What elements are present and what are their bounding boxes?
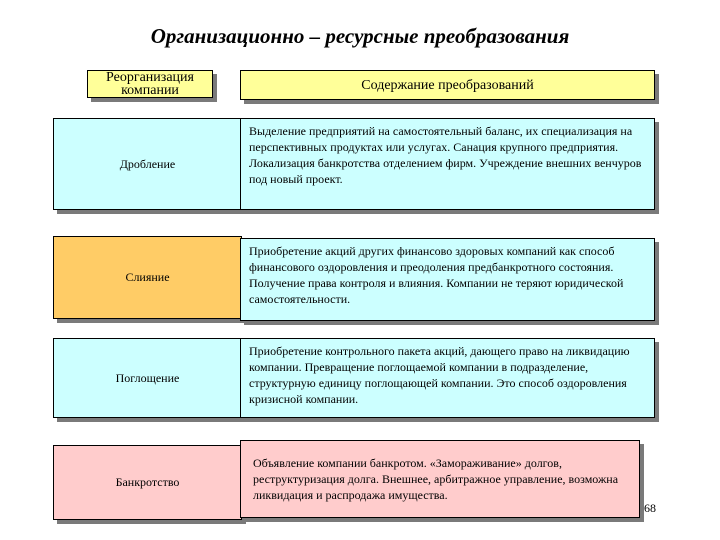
row-label-text: Дробление: [119, 156, 176, 171]
row-label-acquisition: [53, 338, 242, 418]
row-content-text: Приобретение контрольного пакета акций, дающего право на ликвидацию компании. Превращение поглощаемой компании в подразделение, структурную единицу поглощающей компании. Это способ оздоровления кризисной компании.: [249, 344, 630, 406]
row-label-fragmentation: [53, 118, 242, 210]
row-content-acquisition: [240, 338, 655, 418]
row-content-merger: [240, 238, 655, 321]
header-reorganization: [87, 70, 213, 98]
row-content-text: Объявление компании банкротом. «Замораживание» долгов, реструктуризация долга. Внешнее, арбитражное управление, возможна ликвидация и распродажа имущества.: [253, 456, 619, 502]
row-label-text: Поглощение: [115, 370, 180, 385]
row-content-text: Выделение предприятий на самостоятельный баланс, их специализация на перспективных продуктах или услугах. Санация крупного предприятия. Локализация банкротства отделением фирм. Учреждение внешних венчуров под новый проект.: [249, 124, 642, 186]
row-label-bankruptcy: [53, 445, 242, 520]
page-number: 68: [644, 501, 656, 515]
row-label-text: Слияние: [125, 270, 170, 284]
header-content-label: Содержание преобразований: [361, 77, 534, 93]
header-content: [240, 70, 655, 100]
row-content-bankruptcy: [240, 440, 640, 518]
page-title: Организационно – ресурсные преобразования: [150, 24, 570, 48]
row-content-text: Приобретение акций других финансово здоровых компаний как способ финансового оздоровления и преодоления предбанкротного состояния. Получение права контроля и влияния. Компании не теряют юридической самостоятельности.: [249, 244, 624, 306]
row-label-merger: [53, 236, 242, 319]
row-label-text: Банкротство: [115, 475, 180, 489]
header-reorganization-label: Реорганизация компании: [106, 70, 194, 98]
row-content-fragmentation: [240, 118, 655, 210]
